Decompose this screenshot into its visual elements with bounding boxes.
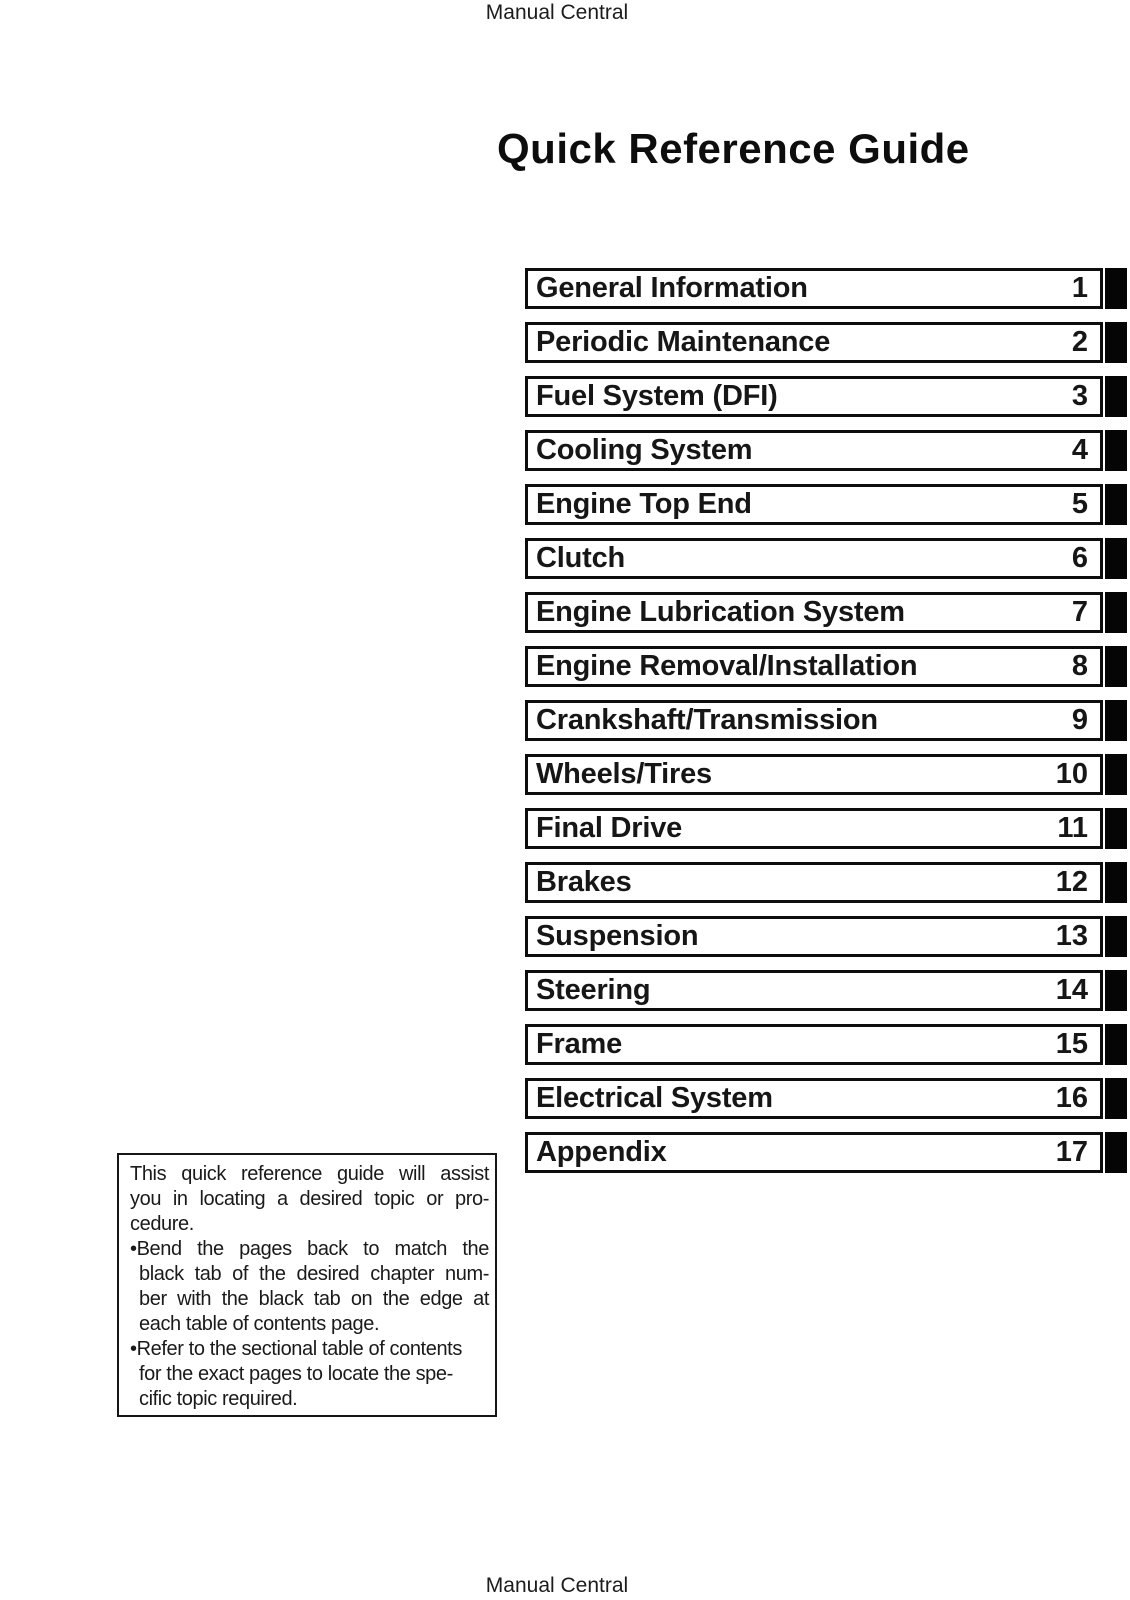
- chapter-label: Engine Removal/Installation: [536, 650, 918, 682]
- chapter-number: 2: [1071, 326, 1088, 358]
- note-line: black tab of the desired chapter num-: [139, 1263, 489, 1285]
- note-line: you in locating a desired topic or pro-: [130, 1188, 489, 1210]
- chapter-label: Clutch: [536, 542, 626, 574]
- quick-reference-list: [525, 268, 1103, 1186]
- note-line: •Bend the pages back to match the: [130, 1238, 489, 1260]
- chapter-label: Wheels/Tires: [536, 758, 712, 790]
- chapter-edge-tab: [1105, 808, 1127, 849]
- chapter-label: Engine Top End: [536, 488, 752, 520]
- chapter-edge-tab: [1105, 646, 1127, 687]
- chapter-label: Electrical System: [536, 1082, 773, 1114]
- chapter-label: Engine Lubrication System: [536, 596, 905, 628]
- toc-row: [525, 322, 1103, 363]
- toc-row: [525, 916, 1103, 957]
- chapter-label: Crankshaft/Transmission: [536, 704, 878, 736]
- toc-row: [525, 970, 1103, 1011]
- chapter-number: 15: [1055, 1028, 1088, 1060]
- note-line: each table of contents page.: [139, 1313, 380, 1335]
- chapter-number: 16: [1055, 1082, 1088, 1114]
- chapter-edge-tab: [1105, 376, 1127, 417]
- chapter-number: 11: [1057, 812, 1088, 844]
- toc-row: [525, 268, 1103, 309]
- chapter-edge-tab: [1105, 754, 1127, 795]
- header-text: Manual Central: [485, 1, 629, 24]
- note-line: •Refer to the sectional table of contents: [130, 1338, 462, 1360]
- note-line: cific topic required.: [139, 1388, 298, 1410]
- chapter-label: Frame: [536, 1028, 623, 1060]
- chapter-edge-tab: [1105, 1078, 1127, 1119]
- usage-note-box: [117, 1153, 497, 1417]
- chapter-edge-tab: [1105, 538, 1127, 579]
- chapter-label: Cooling System: [536, 434, 753, 466]
- toc-row: [525, 484, 1103, 525]
- toc-row: [525, 430, 1103, 471]
- chapter-number: 3: [1071, 380, 1088, 412]
- chapter-edge-tab: [1105, 322, 1127, 363]
- toc-row: [525, 646, 1103, 687]
- chapter-label: Periodic Maintenance: [536, 326, 831, 358]
- note-line: ber with the black tab on the edge at: [139, 1288, 489, 1310]
- chapter-edge-tab: [1105, 970, 1127, 1011]
- toc-row: [525, 808, 1103, 849]
- chapter-label: Fuel System (DFI): [536, 380, 778, 412]
- chapter-edge-tab: [1105, 916, 1127, 957]
- chapter-number: 10: [1055, 758, 1088, 790]
- chapter-number: 14: [1055, 974, 1088, 1006]
- chapter-label: Final Drive: [536, 812, 683, 844]
- chapter-number: 5: [1071, 488, 1088, 520]
- chapter-label: Appendix: [536, 1136, 667, 1168]
- toc-row: [525, 700, 1103, 741]
- chapter-edge-tab: [1105, 1132, 1127, 1173]
- toc-row: [525, 1078, 1103, 1119]
- chapter-edge-tab: [1105, 862, 1127, 903]
- toc-row: [525, 376, 1103, 417]
- chapter-number: 6: [1071, 542, 1088, 574]
- note-line: cedure.: [130, 1213, 194, 1235]
- chapter-edge-tab: [1105, 592, 1127, 633]
- page-title: Quick Reference Guide: [497, 125, 970, 172]
- chapter-label: General Information: [536, 272, 808, 304]
- chapter-number: 4: [1071, 434, 1088, 466]
- chapter-edge-tab: [1105, 430, 1127, 471]
- chapter-number: 1: [1071, 272, 1088, 304]
- toc-row: [525, 538, 1103, 579]
- chapter-edge-tab: [1105, 484, 1127, 525]
- chapter-number: 12: [1055, 866, 1088, 898]
- toc-row: [525, 1024, 1103, 1065]
- note-line: for the exact pages to locate the spe-: [139, 1363, 453, 1385]
- chapter-edge-tab: [1105, 700, 1127, 741]
- toc-row: [525, 862, 1103, 903]
- chapter-edge-tab: [1105, 1024, 1127, 1065]
- toc-row: [525, 754, 1103, 795]
- chapter-number: 17: [1055, 1136, 1088, 1168]
- footer-text: Manual Central: [485, 1574, 629, 1597]
- chapter-label: Suspension: [536, 920, 699, 952]
- chapter-label: Brakes: [536, 866, 632, 898]
- toc-row: [525, 1132, 1103, 1173]
- toc-row: [525, 592, 1103, 633]
- note-line: This quick reference guide will assist: [130, 1163, 489, 1185]
- chapter-number: 13: [1055, 920, 1088, 952]
- chapter-number: 8: [1071, 650, 1088, 682]
- chapter-number: 9: [1071, 704, 1088, 736]
- chapter-number: 7: [1071, 596, 1088, 628]
- chapter-label: Steering: [536, 974, 651, 1006]
- chapter-edge-tab: [1105, 268, 1127, 309]
